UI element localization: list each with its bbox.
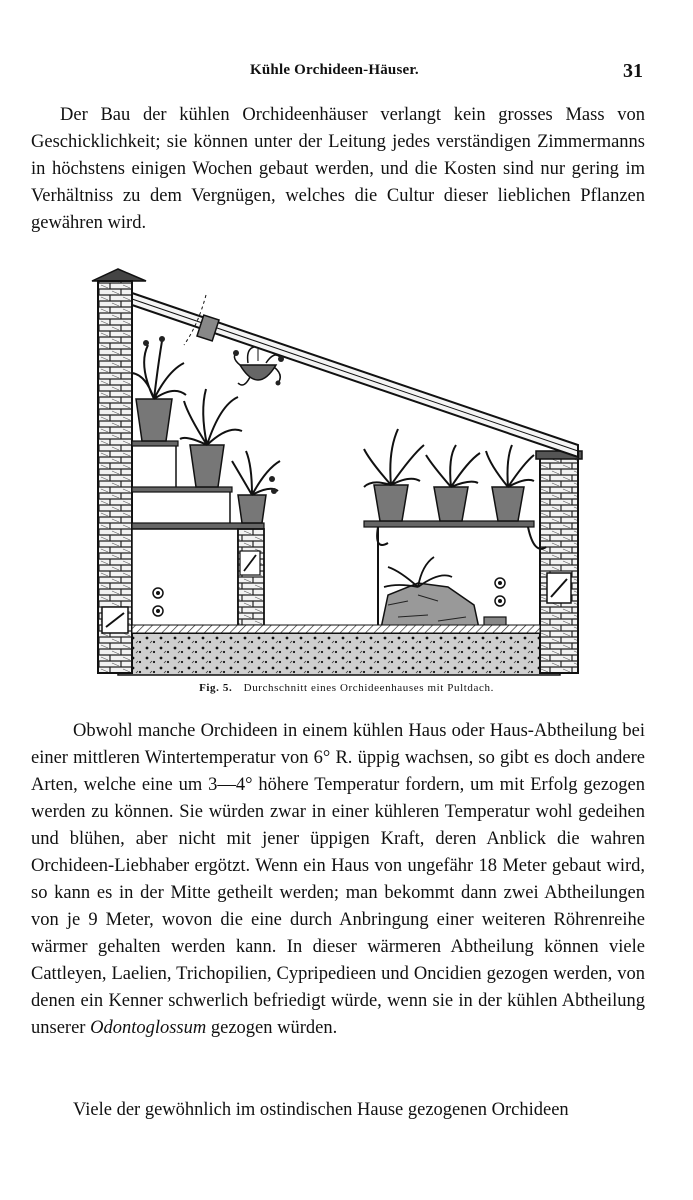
page-number: 31 (623, 60, 643, 82)
ground-soil (118, 633, 560, 675)
paragraph-2 (31, 718, 645, 1042)
potted-orchid (426, 445, 480, 521)
potted-orchid (132, 336, 186, 441)
potted-orchid (180, 389, 242, 487)
potted-orchid (364, 429, 424, 521)
paragraph-3: Viele der gewöhnlich im ostindischen Hause gezogenen Orchideen (73, 1100, 569, 1120)
italic-term: Odontoglossum (90, 1018, 207, 1038)
wall-cap (92, 269, 146, 281)
potted-orchid (486, 445, 534, 521)
right-brick-pillar (540, 457, 578, 673)
paragraph-1: Der Bau der kühlen Orchideenhäuser verlangt kein grosses Mass von Geschicklichkeit; sie können unter der Leitung jedes verständigen Zimmermanns in höchstens einigen Wochen gebaut werden, und die Kosten sind nur gering im Verhältniss zu dem Vergnügen, welches die Cultur dieser lieblichen Pflanzen gewähren wird. (31, 105, 645, 233)
paragraph-2-ending: gezogen würden. (210, 1018, 338, 1038)
figure-caption-text: Durchschnitt eines Orchideenhauses mit Pultdach. (243, 682, 494, 694)
fern-rockery (380, 557, 506, 633)
page-header (0, 60, 693, 90)
running-title: Kühle Orchideen-Häuser. (250, 62, 419, 78)
paragraph-2-text: Obwohl manche Orchideen in einem kühlen Haus oder Haus-Abtheilung bei einer mittleren Wintertemperatur von 6° R. üppig wachsen, so gibt es doch andere Arten, welche eine um 3—4° höhere Temperatur fordern, um mit Erfolg gezogen werden zu können. Sie würden zwar in einer kühleren Temperatur wohl gedeihen und blühen, aber nicht mit jener üppigen Kraft, deren Anblick die wahren Orchideen-Liebhaber ergötzt. Wenn ein Haus von ungefähr 18 Meter gebaut wird, so kann es in der Mitte getheilt werden; man bekommt dann zwei Abtheilungen von je 9 Meter, wovon die eine durch Anbringung einer weiteren Röhrenreihe wärmer gehalten werden kann. In dieser wärmeren Abtheilung können viele Cattleyen, Laelien, Trichopilien, Cypripedieen und Oncidien gezogen werden, von denen ein Kenner schwerlich befriedigt würde, wenn sie in der kühlen Abtheilung unserer (31, 721, 645, 1038)
figure-caption (0, 682, 693, 694)
greenhouse-illustration (88, 265, 588, 677)
potted-orchid (232, 451, 280, 523)
figure-label: Fig. 5. (199, 682, 233, 694)
floor-section (132, 625, 540, 633)
